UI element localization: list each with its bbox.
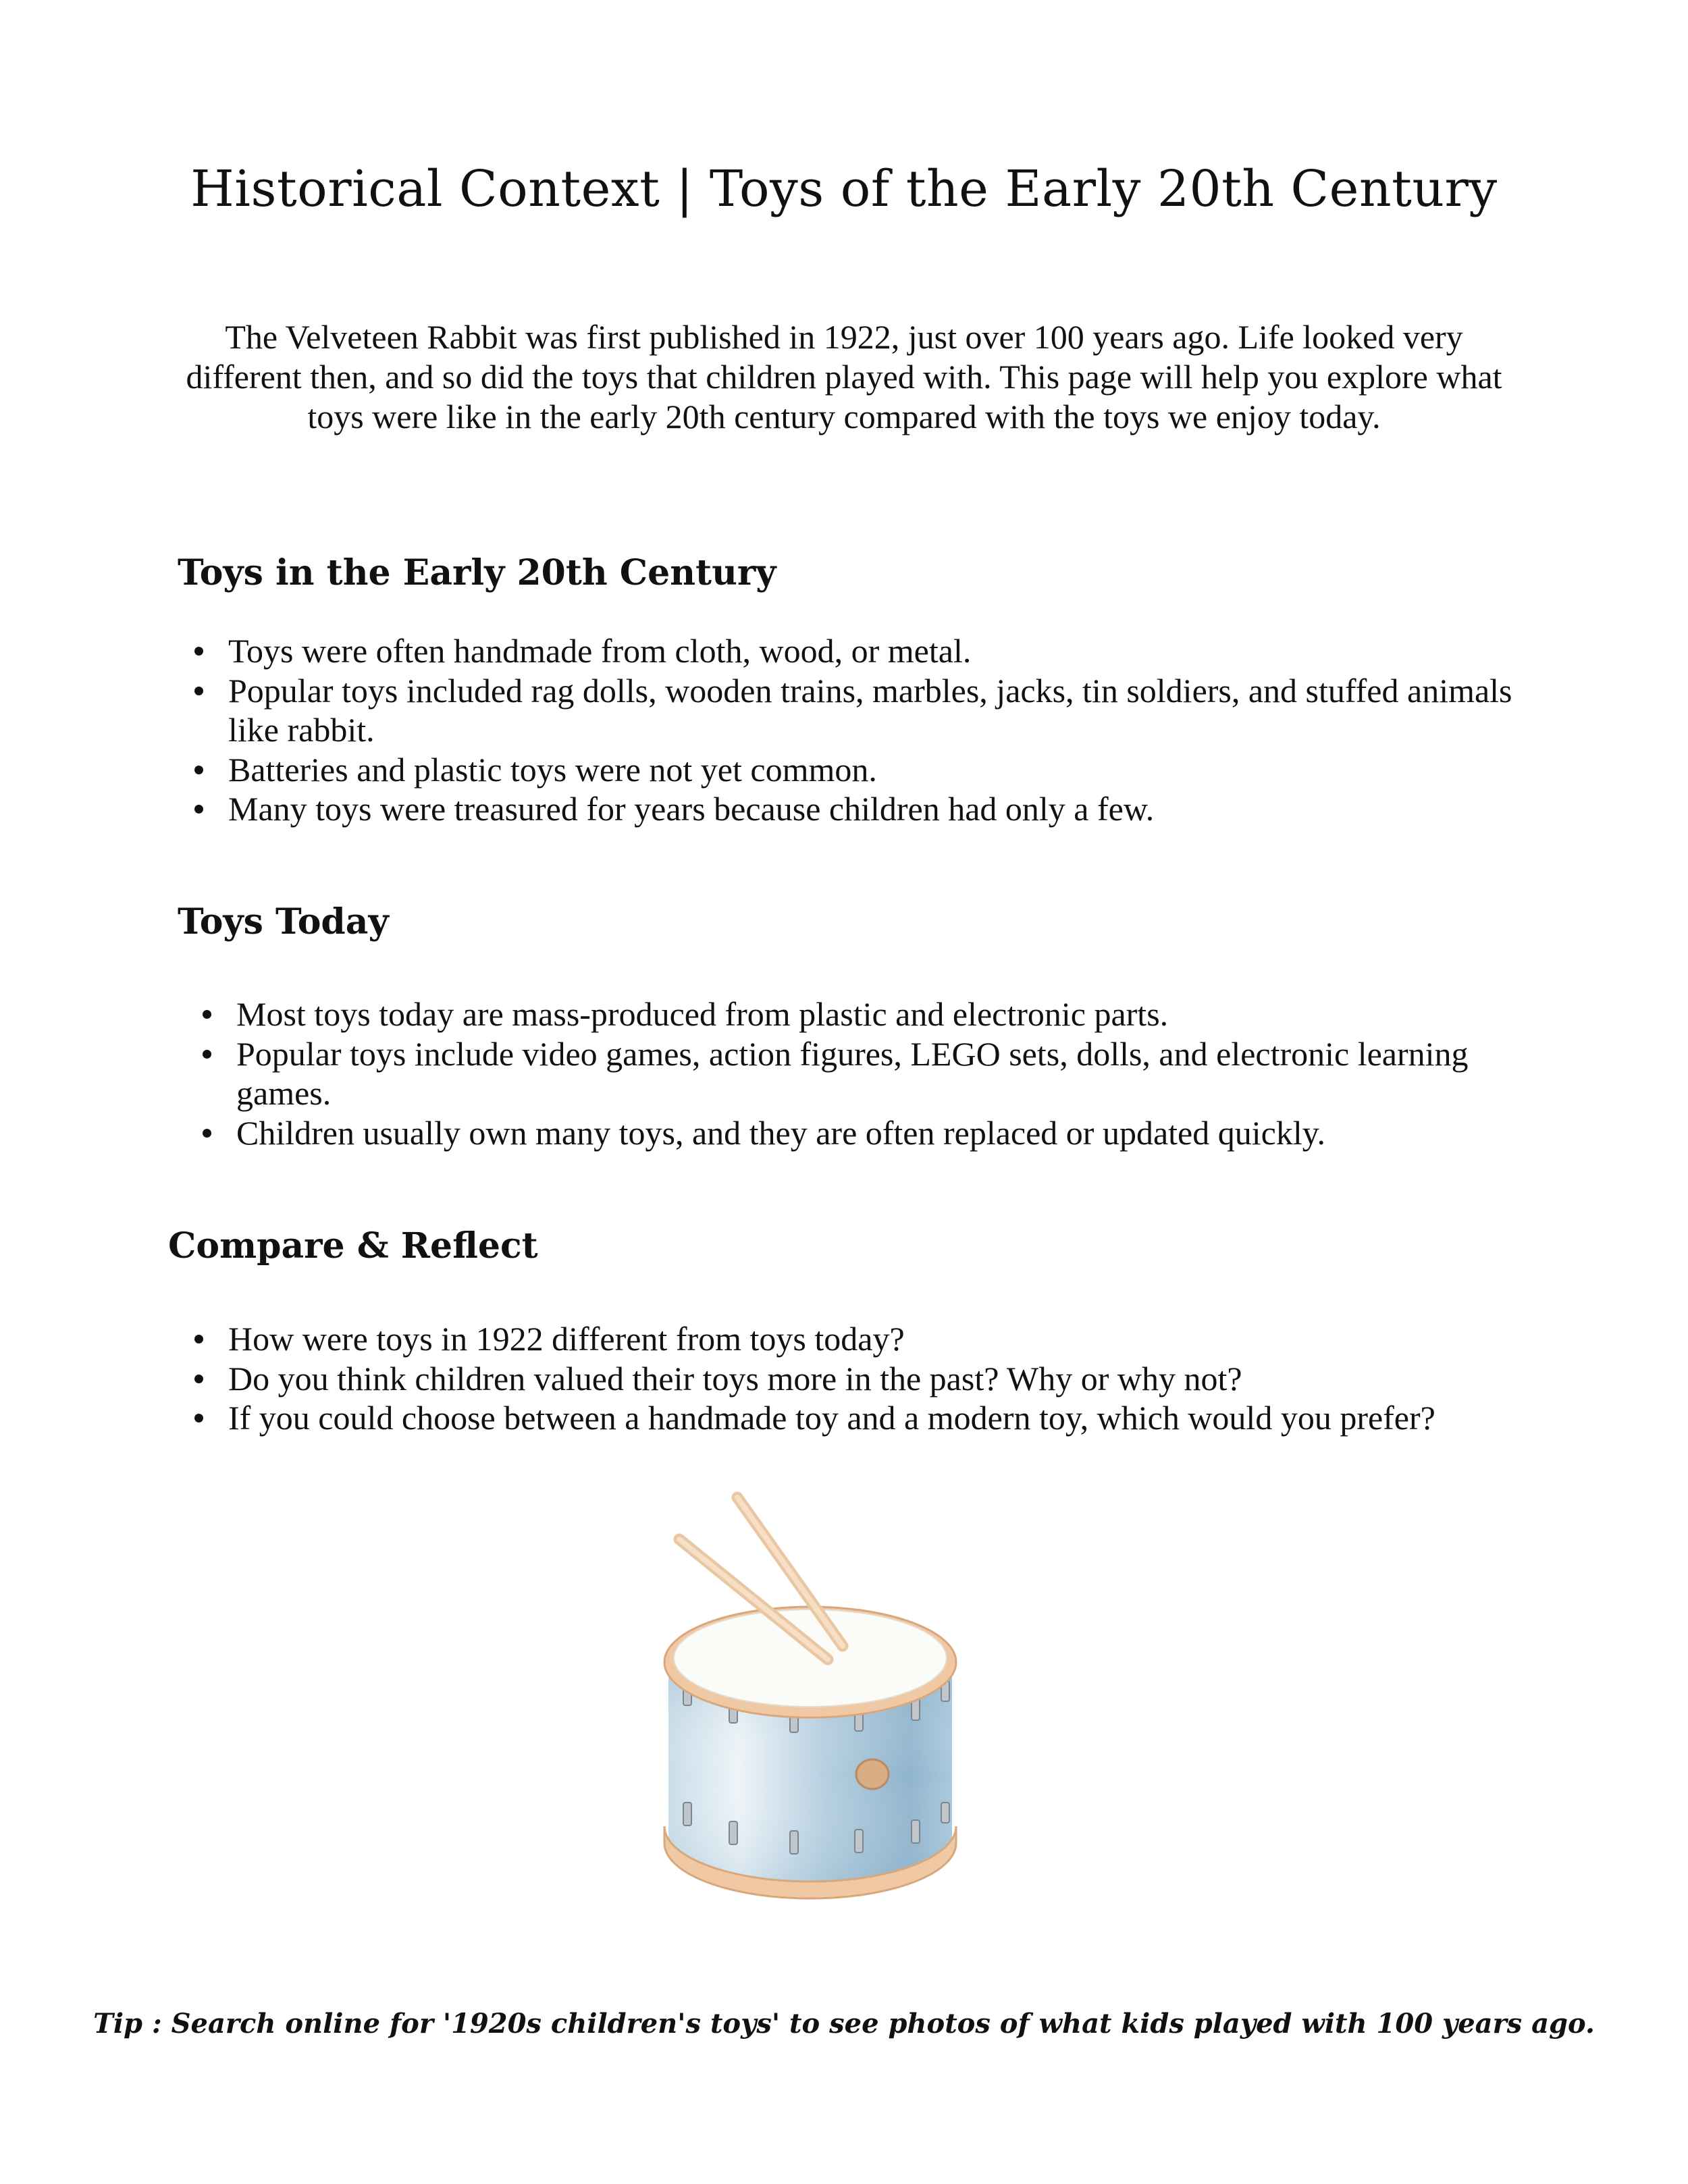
section-heading-toys-today: Toys Today — [178, 901, 389, 942]
drum-illustration-icon — [587, 1485, 1033, 1917]
list-item: Do you think children valued their toys more in the past? Why or why not? — [181, 1359, 1464, 1399]
drum-head — [674, 1609, 947, 1707]
list-item: Children usually own many toys, and they are often replaced or updated quickly. — [189, 1113, 1472, 1153]
reflection-questions-list — [181, 1319, 1464, 1438]
list-item: Popular toys included rag dolls, wooden trains, marbles, jacks, tin soldiers, and stuffed animals like rabbit. — [181, 671, 1525, 750]
section-heading-early-20th-century: Toys in the Early 20th Century — [178, 552, 776, 593]
list-item: Toys were often handmade from cloth, wood, or metal. — [181, 631, 1525, 671]
modern-toys-list — [189, 994, 1472, 1152]
list-item: Popular toys include video games, action figures, LEGO sets, dolls, and electronic learning games. — [189, 1034, 1472, 1113]
section-heading-compare-reflect: Compare & Reflect — [168, 1225, 538, 1267]
list-item: Many toys were treasured for years because children had only a few. — [181, 789, 1525, 829]
list-item: Most toys today are mass-produced from plastic and electronic parts. — [189, 994, 1472, 1034]
list-item: Batteries and plastic toys were not yet common. — [181, 750, 1525, 790]
early-toys-list — [181, 631, 1525, 829]
list-item: How were toys in 1922 different from toys today? — [181, 1319, 1464, 1359]
tip-note: Tip : Search online for '1920s children's toys' to see photos of what kids played with 100 years ago. — [93, 2008, 1595, 2040]
intro-paragraph: The Velveteen Rabbit was first published in 1922, just over 100 years ago. Life looked very different then, and so did the toys that children played with. This page will help you explore what toys were like in the early 20th century compared with the toys we enjoy today. — [186, 318, 1502, 435]
drum-vent — [856, 1759, 889, 1789]
page-title: Historical Context | Toys of the Early 20th Century — [190, 160, 1498, 218]
list-item: If you could choose between a handmade toy and a modern toy, which would you prefer? — [181, 1398, 1464, 1438]
